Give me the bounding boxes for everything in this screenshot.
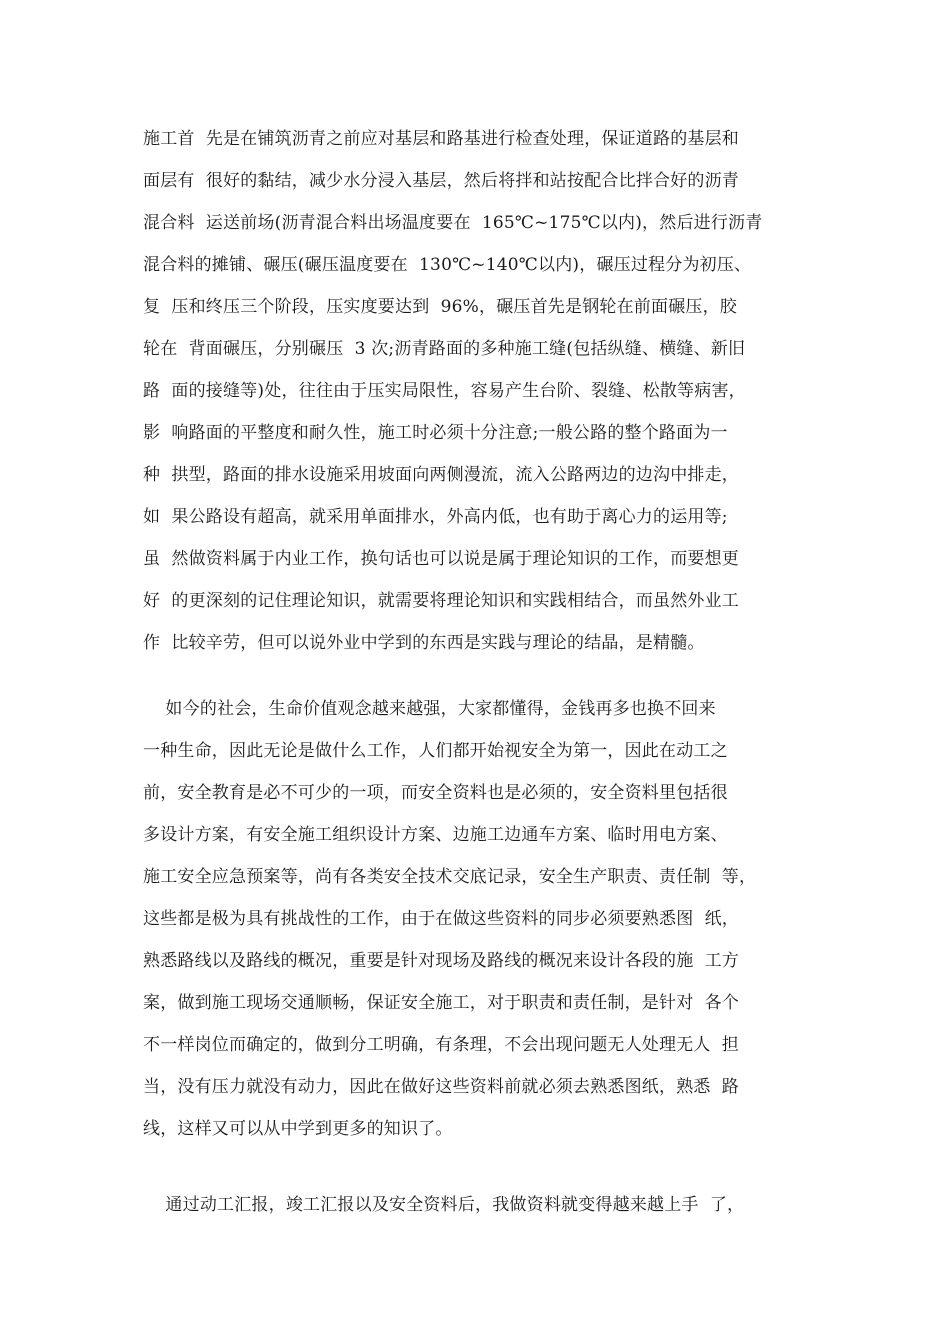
text-line: 复 压和终压三个阶段，压实度要达到 96%，碾压首先是钢轮在前面碾压，胶 — [143, 297, 737, 317]
paragraph-asphalt-construction — [143, 118, 823, 664]
text-line: 好 的更深刻的记住理论知识，就需要将理论知识和实践相结合，而虽然外业工 — [143, 591, 740, 611]
paragraph-safety-documents — [143, 688, 823, 1150]
text-line: 如 果公路设有超高，就采用单面排水，外高内低，也有助于离心力的运用等; — [143, 507, 728, 527]
text-line: 轮在 背面碾压，分别碾压 3 次;沥青路面的多种施工缝(包括纵缝、横缝、新旧 — [143, 339, 746, 359]
text-line: 通过动工汇报，竣工汇报以及安全资料后，我做资料就变得越来越上手 了， — [143, 1195, 745, 1215]
text-line: 如今的社会，生命价值观念越来越强，大家都懂得，金钱再多也换不回来 — [143, 699, 716, 719]
text-line: 施工安全应急预案等，尚有各类安全技术交底记录，安全生产职责、责任制 等， — [143, 867, 757, 887]
text-line: 施工首 先是在铺筑沥青之前应对基层和路基进行检查处理，保证道路的基层和 — [143, 129, 740, 149]
text-line: 这些都是极为具有挑战性的工作，由于在做这些资料的同步必须要熟悉图 纸， — [143, 909, 740, 929]
text-line: 多设计方案，有安全施工组织设计方案、边施工边通车方案、临时用电方案、 — [143, 825, 728, 845]
text-line: 面层有 很好的黏结，减少水分浸入基层，然后将拌和站按配合比拌合好的沥青 — [143, 171, 740, 191]
text-line: 混合料的摊铺、碾压(碾压温度要在 130℃~140℃以内)，碾压过程分为初压、 — [143, 255, 752, 275]
text-line: 混合料 运送前场(沥青混合料出场温度要在 165℃~175℃以内)，然后进行沥青 — [143, 213, 763, 233]
text-line: 前，安全教育是必不可少的一项，而安全资料也是必须的，安全资料里包括很 — [143, 783, 728, 803]
text-line: 影 响路面的平整度和耐久性，施工时必须十分注意;一般公路的整个路面为一 — [143, 423, 728, 443]
text-line: 线，这样又可以从中学到更多的知识了。 — [143, 1119, 453, 1139]
text-line: 一种生命，因此无论是做什么工作，人们都开始视安全为第一，因此在动工之 — [143, 741, 728, 761]
text-line: 案，做到施工现场交通顺畅，保证安全施工，对于职责和责任制，是针对 各个 — [143, 993, 740, 1013]
text-line: 路 面的接缝等)处，往往由于压实局限性，容易产生台阶、裂缝、松散等病害， — [143, 381, 746, 401]
text-line: 当，没有压力就没有动力，因此在做好这些资料前就必须去熟悉图纸，熟悉 路 — [143, 1077, 740, 1097]
text-line: 虽 然做资料属于内业工作，换句话也可以说是属于理论知识的工作，而要想更 — [143, 549, 740, 569]
text-line: 作 比较辛劳，但可以说外业中学到的东西是实践与理论的结晶，是精髓。 — [143, 633, 705, 653]
paragraph-reports-summary — [143, 1184, 823, 1226]
text-line: 熟悉路线以及路线的概况，重要是针对现场及路线的概况来设计各段的施 工方 — [143, 951, 740, 971]
text-line: 不一样岗位而确定的，做到分工明确，有条理，不会出现问题无人处理无人 担 — [143, 1035, 740, 1055]
text-line: 种 拱型，路面的排水设施采用坡面向两侧漫流，流入公路两边的边沟中排走， — [143, 465, 740, 485]
